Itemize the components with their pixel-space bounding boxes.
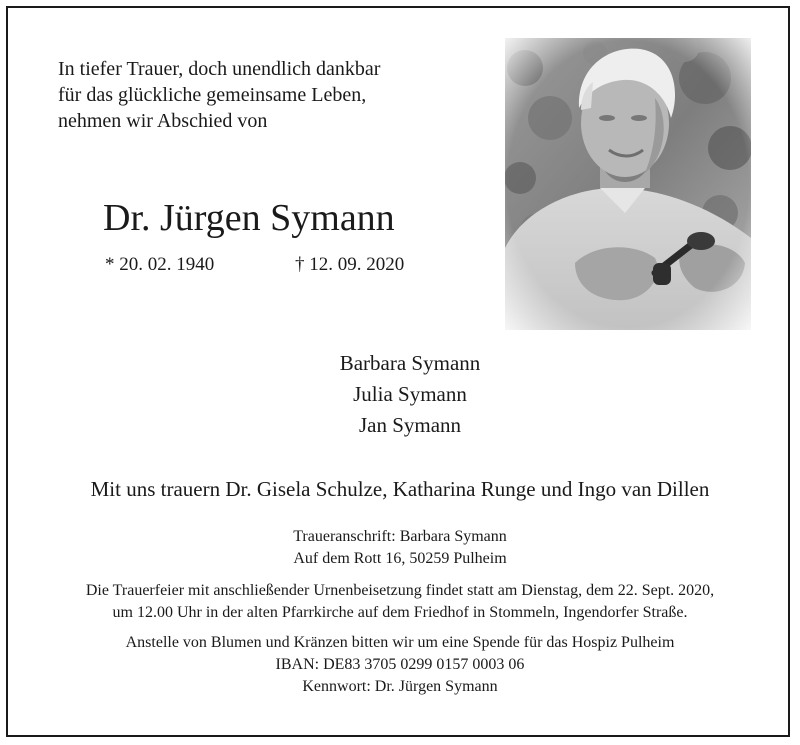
ceremony-line: um 12.00 Uhr in der alten Pfarrkirche auf dem Friedhof in Stommeln, Ingendorfer Straße. [112, 604, 688, 621]
ceremony-info [0, 580, 800, 624]
donation-line: Anstelle von Blumen und Kränzen bitten wir um eine Spende für das Hospiz Pulheim [125, 634, 675, 651]
family-member: Barbara Symann [339, 351, 481, 375]
donation-iban: IBAN: DE83 3705 0299 0157 0003 06 [275, 656, 525, 673]
portrait-photo-image [505, 38, 751, 330]
intro-text [58, 56, 478, 134]
family-member: Jan Symann [358, 413, 462, 437]
deceased-name: Dr. Jürgen Symann [103, 197, 395, 239]
death-date: † 12. 09. 2020 [295, 254, 405, 275]
intro-line: In tiefer Trauer, doch unendlich dankbar [58, 58, 381, 80]
address-line: Auf dem Rott 16, 50259 Pulheim [293, 550, 507, 567]
intro-line: nehmen wir Abschied von [58, 110, 268, 132]
family-member: Julia Symann [353, 382, 467, 406]
ceremony-line: Die Trauerfeier mit anschließender Urnenbeisetzung findet statt am Dienstag, dem 22. Sept. 2020, [85, 582, 715, 599]
address-line: Traueranschrift: Barbara Symann [293, 528, 507, 545]
intro-line: für das glückliche gemeinsame Leben, [58, 84, 367, 106]
mourners-line: Mit uns trauern Dr. Gisela Schulze, Katharina Runge und Ingo van Dillen [90, 477, 710, 501]
birth-date: * 20. 02. 1940 [105, 254, 215, 275]
mourning-address [0, 526, 800, 570]
donation-keyword: Kennwort: Dr. Jürgen Symann [302, 678, 498, 695]
donation-info [0, 632, 800, 698]
family-list [0, 348, 800, 441]
portrait-photo [505, 38, 751, 330]
